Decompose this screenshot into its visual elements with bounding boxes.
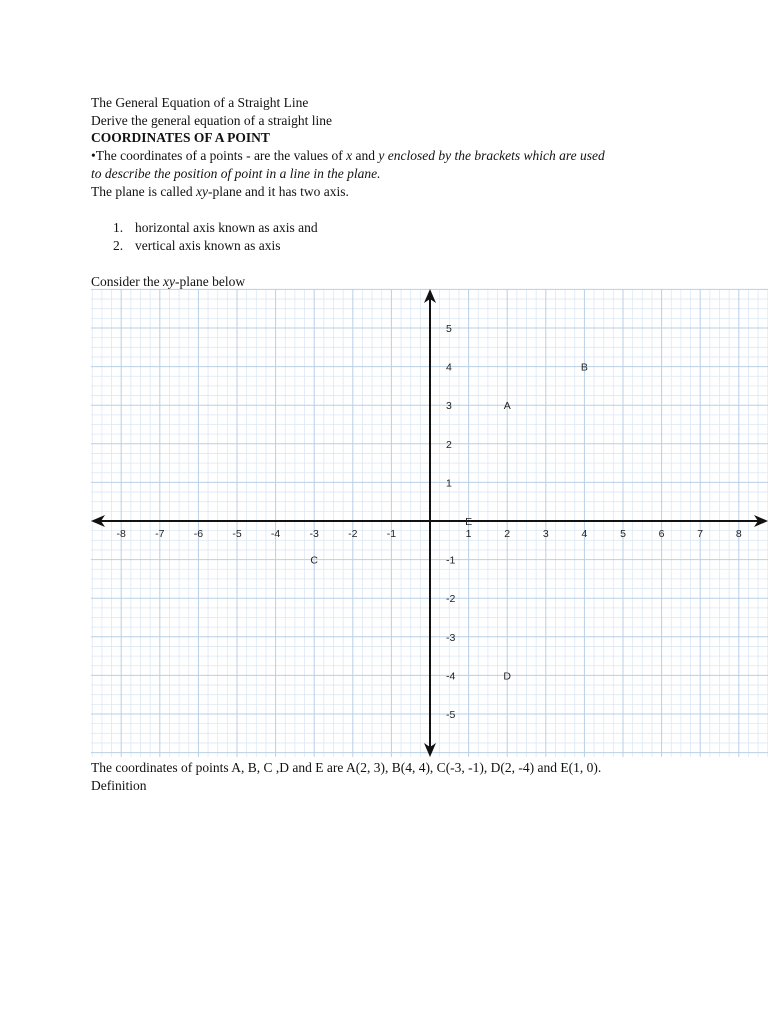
x-tick-label: 5 (620, 528, 626, 540)
consider-text-b: -plane below (174, 274, 246, 289)
x-tick-label: -6 (193, 528, 204, 540)
list-text: horizontal axis known as axis and (135, 220, 318, 235)
x-tick-label: -5 (232, 528, 242, 540)
y-tick-label: -5 (446, 709, 456, 721)
xy-term: xy (163, 274, 175, 289)
x-tick-label: 6 (658, 528, 665, 540)
consider-text-a: Consider the (91, 274, 163, 289)
list-text: vertical axis known as axis (135, 238, 281, 253)
xy-term: xy (195, 184, 208, 199)
y-tick-label: 5 (446, 323, 452, 335)
x-tick-label: 8 (735, 528, 742, 540)
point-label-b: B (580, 361, 588, 374)
x-variable: x (346, 148, 353, 163)
y-tick-label: -3 (446, 631, 456, 644)
plane-text-b: -plane and it has two axis. (207, 184, 349, 199)
point-label-a: A (503, 400, 511, 413)
bullet: • (91, 148, 96, 163)
plane-text-a: The plane is called (91, 184, 196, 199)
axes (91, 289, 768, 757)
x-tick-label: -8 (116, 528, 126, 540)
x-tick-label: -1 (386, 528, 397, 540)
x-tick-label: 2 (504, 528, 511, 540)
y-tick-label: -2 (446, 593, 456, 606)
x-tick-label: -3 (309, 528, 319, 540)
point-label-d: D (503, 670, 511, 683)
definition-label: Definition (91, 778, 147, 793)
document-title: The General Equation of a Straight Line (91, 95, 309, 110)
x-tick-label: -2 (348, 528, 358, 540)
x-tick-label: 3 (542, 528, 549, 540)
x-tick-label: -4 (270, 528, 281, 540)
document-subtitle: Derive the general equation of a straight line (91, 113, 333, 128)
y-tick-label: 2 (446, 438, 452, 451)
x-tick-label: -7 (155, 528, 165, 540)
y-tick-label: 1 (446, 477, 452, 490)
para-text-a: The coordinates of a points - are the values of (95, 148, 347, 163)
y-tick-label: -1 (446, 554, 456, 567)
point-label-e: E (465, 516, 473, 528)
list-number: 2. (113, 238, 124, 253)
point-label-c: C (310, 554, 318, 567)
list-number: 1. (113, 220, 124, 235)
x-tick-label: 7 (697, 528, 704, 540)
para-text-and: and (352, 148, 379, 163)
coordinates-sentence: The coordinates of points A, B, C ,D and E are A(2, 3), B(4, 4), C(-3, -1), D(2, -4) and E(1, 0). (91, 760, 602, 775)
definition-paragraph-line2: to describe the position of point in a line in the plane. (91, 166, 381, 181)
section-heading: COORDINATES OF A POINT (91, 130, 270, 145)
x-tick-label: 4 (581, 528, 588, 540)
para-text-b: enclosed by the brackets which are used (384, 148, 605, 163)
y-tick-label: 4 (446, 361, 452, 374)
y-tick-label: 3 (446, 400, 452, 413)
y-variable: y (378, 148, 385, 163)
y-tick-label: -4 (446, 670, 456, 683)
x-tick-label: 1 (465, 528, 472, 540)
